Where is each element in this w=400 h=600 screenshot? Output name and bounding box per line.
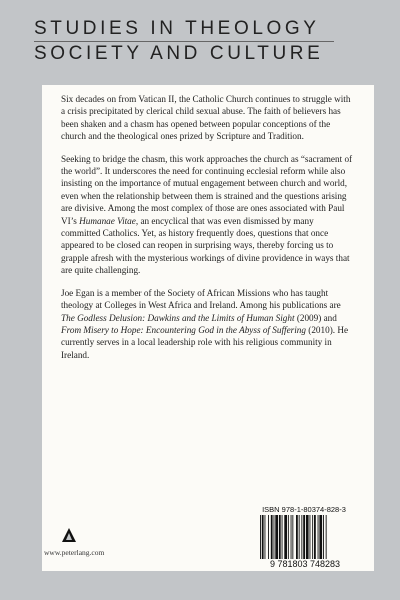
barcode-bar (288, 515, 289, 559)
isbn-label: ISBN 978-1-80374-828-3 (262, 505, 346, 514)
humanae-vitae-title: Humanae Vitae (79, 215, 136, 226)
bio-text-a: Joe Egan is a member of the Society of African Missions who has taught theology at Colleges in West Africa and Ireland. Among his publications are (61, 287, 341, 311)
barcode-bar (314, 515, 316, 559)
barcode-bar (271, 515, 273, 559)
barcode-bar (310, 515, 311, 559)
barcode-bar (282, 515, 283, 559)
blurb-p2-text-a: Seeking to bridge the chasm, this work approaches the church as “sacrament of the world”. It underscores the need for continuing ecclesial reform while also insisting on the importance of mutual engagement between church and world, even when the relationship between them is strained and the questions arising are divisive. Among the most complex of those are ones associated with Paul VI’s (61, 153, 353, 226)
barcode-bar (303, 515, 305, 559)
blurb-paragraph-2 (61, 153, 353, 277)
barcode-bar (312, 515, 313, 559)
publication-title-2: From Misery to Hope: Encountering God in the Abyss of Suffering (61, 324, 306, 335)
barcode-bar (260, 515, 261, 559)
barcode-bar (306, 515, 309, 559)
barcode-bar (323, 515, 324, 559)
blurb-p1-text: Six decades on from Vatican II, the Catholic Church continues to struggle with a crisis precipitated by clerical child sexual abuse. The faith of believers has been shaken and a chasm has opened between popular conceptions of the church and the theological ones prized by Scripture and Tradition. (61, 94, 351, 142)
publication-title-1: The Godless Delusion: Dawkins and the Limits of Human Sight (61, 312, 295, 323)
barcode-bar (274, 515, 275, 559)
barcode-bar (292, 515, 293, 559)
barcode-bar (268, 515, 269, 559)
barcode-bar (299, 515, 300, 559)
barcode-bar (265, 515, 266, 559)
barcode-bar (326, 515, 327, 559)
barcode-bar (319, 515, 322, 559)
blurb-p2-text-b: , an encyclical that was even dismissed by many committed Catholics. Yet, as history frequently does, questions that once appeared to be closed can reopen in surprising ways, thereby forcing us to grapple afresh with the mysterious workings of divine providence in ways that are quite challenging. (61, 215, 350, 276)
series-title-line2: SOCIETY AND CULTURE (34, 43, 324, 64)
author-bio (61, 287, 353, 361)
publisher-url: www.peterlang.com (44, 548, 105, 557)
series-title (34, 18, 334, 65)
barcode-bar (262, 515, 264, 559)
peter-lang-logo-icon (62, 528, 76, 542)
bio-text-b: (2009) and (294, 312, 337, 323)
blurb-paragraph-1 (61, 93, 353, 143)
back-cover-panel (42, 85, 374, 571)
series-title-line1: STUDIES IN THEOLOGY (34, 18, 320, 39)
barcode-bar (284, 515, 287, 559)
barcode-bar (279, 515, 281, 559)
barcode-bar (291, 515, 292, 559)
barcode-bar (296, 515, 298, 559)
barcode-bar (301, 515, 302, 559)
bio-text-c: (2010). He currently serves in a local leadership role with his religious community in Ireland. (61, 324, 349, 360)
series-rule (34, 41, 334, 42)
barcode-bar (318, 515, 319, 559)
barcode (258, 515, 352, 565)
barcode-bar (275, 515, 278, 559)
barcode-number: 9 781803 748283 (252, 559, 358, 569)
blurb-text (61, 93, 353, 371)
